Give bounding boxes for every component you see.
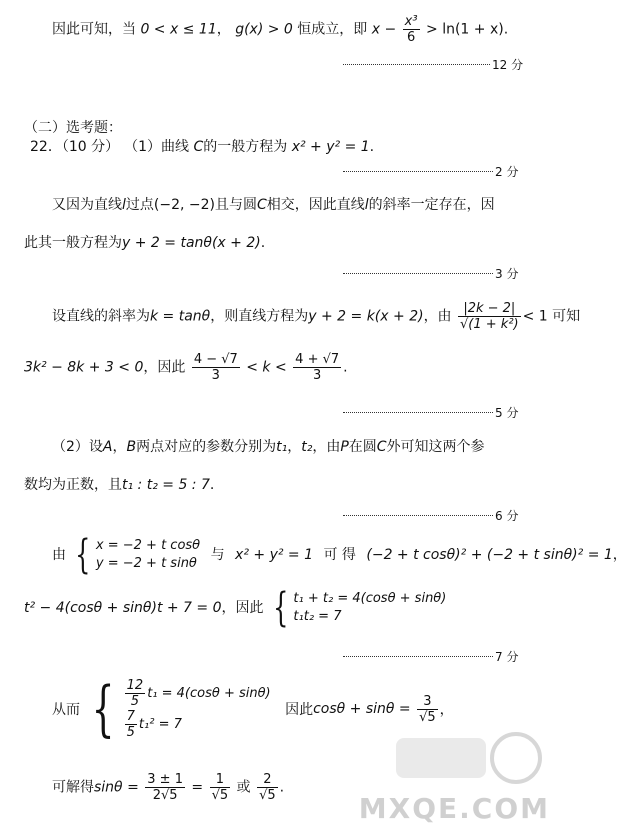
parametric-system: x = −2 + t cosθ y = −2 + t sinθ bbox=[95, 538, 201, 571]
line-general-form: 此其一般方程为y + 2 = tanθ(x + 2). bbox=[24, 235, 266, 251]
combined-system: $\frac{12}{5}$ t₁ = 4(cosθ + sinθ) $\frac{7}{5}$ t₁² = 7 bbox=[126, 678, 271, 740]
k-upper-bound: $\frac{4 + √7}{3}$ bbox=[295, 352, 340, 383]
score-12: 12 分 bbox=[492, 58, 524, 72]
score-leader bbox=[343, 171, 493, 172]
score-3: 3 分 bbox=[495, 267, 519, 281]
line-solution: 可解得sinθ = $\frac{3 \pm 1}{2√5}$ = $\frac{1}{√5}$ 或 $\frac{2}{√5}$ . bbox=[52, 772, 285, 803]
score-leader bbox=[343, 273, 493, 274]
score-leader bbox=[343, 515, 493, 516]
line-quadratic: t² − 4(cosθ + sinθ)t + 7 = 0，因此 { t₁ + t₂ = 4(cosθ + sinθ) t₁t₂ = 7 bbox=[24, 585, 447, 631]
score-leader bbox=[343, 412, 493, 413]
score-7: 7 分 bbox=[495, 650, 519, 664]
section-title: （二）选考题： bbox=[24, 120, 122, 136]
sin-fraction-2: $\frac{1}{√5}$ bbox=[211, 772, 229, 803]
score-6: 6 分 bbox=[495, 509, 519, 523]
sin-fraction-3: $\frac{2}{√5}$ bbox=[259, 772, 276, 803]
line-slope: 设直线的斜率为k = tanθ，则直线方程为y + 2 = k(x + 2)，由 $\frac{|2k - 2|}{\text{√(1 + k²)}}$ < 1 可知 bbox=[52, 301, 581, 332]
watermark-text: MXQE.COM bbox=[358, 792, 550, 825]
sin-fraction-1: $\frac{3 \pm 1}{2√5}$ bbox=[147, 772, 183, 803]
brace-icon: { bbox=[273, 585, 289, 631]
score-leader bbox=[343, 64, 490, 65]
vieta-system: t₁ + t₂ = 4(cosθ + sinθ) t₁t₂ = 7 bbox=[293, 591, 447, 624]
brace-icon: { bbox=[75, 532, 91, 578]
brace-icon: { bbox=[92, 674, 116, 744]
line-intersect: 又因为直线l过点(−2, −2)且与圆C相交，因此直线l的斜率一定存在，因 bbox=[52, 197, 495, 213]
score-5: 5 分 bbox=[495, 406, 519, 420]
k-lower-bound: $\frac{4 - √7}{3}$ bbox=[193, 352, 238, 383]
line-parametric: 由 { x = −2 + t cosθ y = −2 + t sinθ 与 x² + y² = 1 可 得 (−2 + t cosθ)² + (−2 + t sinθ)² = 1， bbox=[52, 532, 627, 578]
cos-plus-sin-value: $\frac{3}{√5}$ bbox=[419, 693, 436, 725]
q22-line: 22．（10 分） （1）曲线 C的一般方程为 x² + y² = 1. bbox=[30, 139, 375, 155]
line-ratio: 数均为正数，且t₁ : t₂ = 5 : 7. bbox=[24, 477, 215, 493]
watermark-logo bbox=[358, 730, 556, 829]
line-part2: （2）设A，B两点对应的参数分别为t₁，t₂，由P在圆C外可知这两个参 bbox=[52, 439, 485, 455]
score-2: 2 分 bbox=[495, 165, 519, 179]
distance-fraction: $\frac{|2k - 2|}{\text{√(1 + k²)}}$ bbox=[460, 301, 519, 332]
score-leader bbox=[343, 656, 493, 657]
line-therefore: 从而 { $\frac{12}{5}$ t₁ = 4(cosθ + sinθ) $\frac{7}{5}$ t₁² = 7 因此cosθ + sinθ = $\frac{3}{√5}$ ， bbox=[52, 674, 454, 744]
line-k-range: 3k² − 8k + 3 < 0，因此 $\frac{4 - √7}{3}$ < k < $\frac{4 + √7}{3}$ . bbox=[24, 352, 348, 383]
fraction-x3-over-6: $\frac{\text{x³}}{6}$ bbox=[404, 14, 418, 45]
line-conclusion: 因此可知，当 0 < x ≤ 11， g(x) > 0 恒成立，即 x − $\frac{\text{x³}}{6}$ > ln(1 + x). bbox=[52, 14, 509, 45]
